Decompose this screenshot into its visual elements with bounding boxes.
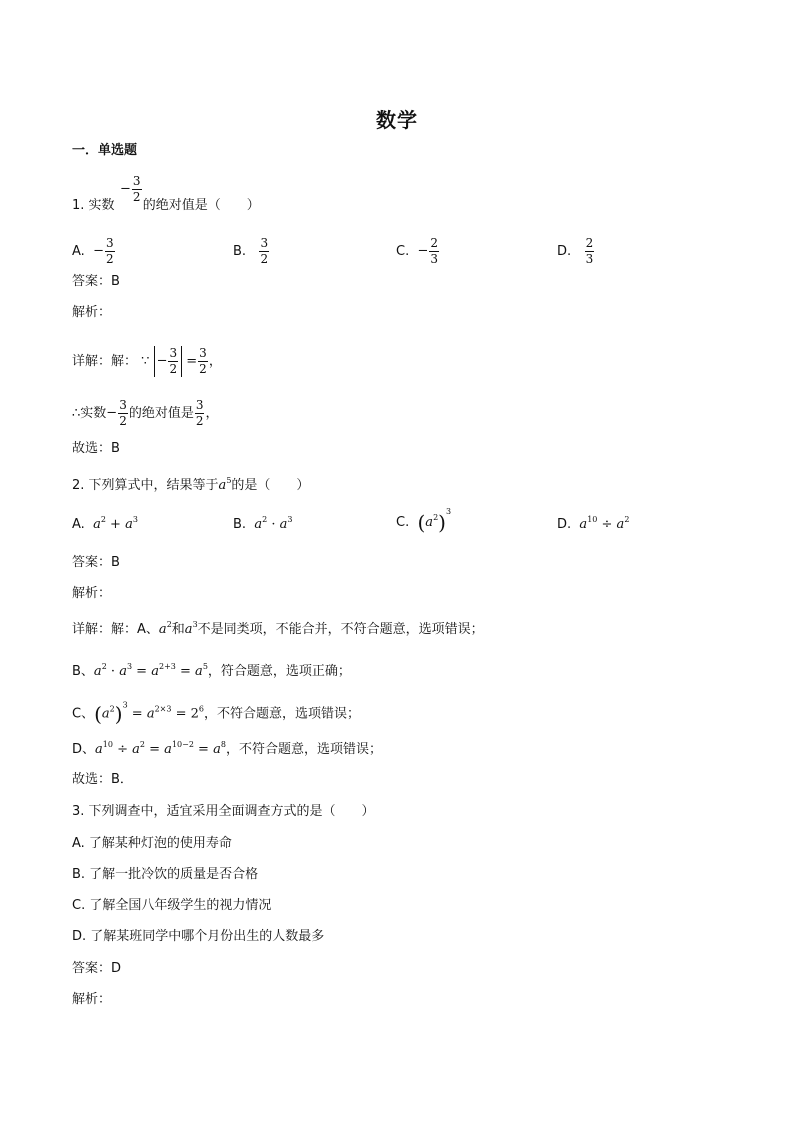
q2-stem: 2. 下列算式中，结果等于$a^5$的是（ ） (72, 476, 310, 493)
q1-option-c[interactable]: C. − $\frac{2}{3}$ (396, 236, 439, 266)
q2-option-c[interactable]: C. $(a^2)^3$ (396, 507, 452, 535)
q2-option-b[interactable]: B. $a^2 \cdot a^3$ (233, 515, 293, 532)
q1-therefore: ∴实数− $\frac{3}{2}$ 的绝对值是 $\frac{3}{2}$ ， (72, 398, 219, 428)
q1-detail: 详解：解： ∵ − $\frac{3}{2}$ = $\frac{3}{2}$ ， (72, 346, 222, 376)
q1-answer: 答案：B (72, 274, 120, 289)
q2-answer: 答案：B (72, 555, 120, 570)
q2-detail-a: 详解：解：A、$a^2$和$a^3$不是同类项，不能合并，不符合题意，选项错误； (72, 620, 484, 637)
q1-option-b[interactable]: B. $\frac{3}{2}$ (233, 236, 269, 266)
q3-option-b[interactable]: B. 了解一批冷饮的质量是否合格 (72, 867, 259, 882)
section-heading: 一．单选题 (72, 143, 138, 158)
page-title: 数学 (376, 108, 418, 132)
q3-option-a[interactable]: A. 了解某种灯泡的使用寿命 (72, 836, 232, 851)
absolute-value-bars: − $\frac{3}{2}$ (154, 346, 183, 377)
q2-option-d[interactable]: D. $a^{10} \div a^2$ (557, 515, 630, 532)
q1-stem-fraction: − $\frac{3}{2}$ (120, 174, 141, 204)
q1-option-a[interactable]: A. − $\frac{3}{2}$ (72, 236, 114, 266)
q3-option-d[interactable]: D. 了解某班同学中哪个月份出生的人数最多 (72, 929, 325, 944)
q2-option-a[interactable]: A. $a^2 + a^3$ (72, 515, 138, 532)
q1-option-d[interactable]: D. $\frac{2}{3}$ (557, 236, 594, 266)
q2-choose: 故选：B． (72, 772, 133, 787)
q2-analysis-label: 解析： (72, 586, 112, 601)
q1-analysis-label: 解析： (72, 305, 112, 320)
q3-option-c[interactable]: C. 了解全国八年级学生的视力情况 (72, 898, 272, 913)
q1-choose: 故选：B (72, 441, 120, 456)
q3-analysis-label: 解析： (72, 992, 112, 1007)
q3-stem: 3. 下列调查中，适宜采用全面调查方式的是（ ） (72, 804, 375, 819)
q1-stem: 1. 实数 − $\frac{3}{2}$ 的绝对值是（ ） (72, 174, 260, 213)
q2-detail-b: B、$a^2 \cdot a^3 = a^{2+3} = a^5$，符合题意，选项正确； (72, 662, 351, 679)
q2-detail-c: C、$(a^2)^3 = a^{2\times 3} = 2^6$，不符合题意，选项错误； (72, 700, 361, 726)
q3-answer: 答案：D (72, 961, 122, 976)
q2-detail-d: D、$a^{10} \div a^2 = a^{10-2} = a^8$，不符合题意，选项错误； (72, 740, 382, 757)
